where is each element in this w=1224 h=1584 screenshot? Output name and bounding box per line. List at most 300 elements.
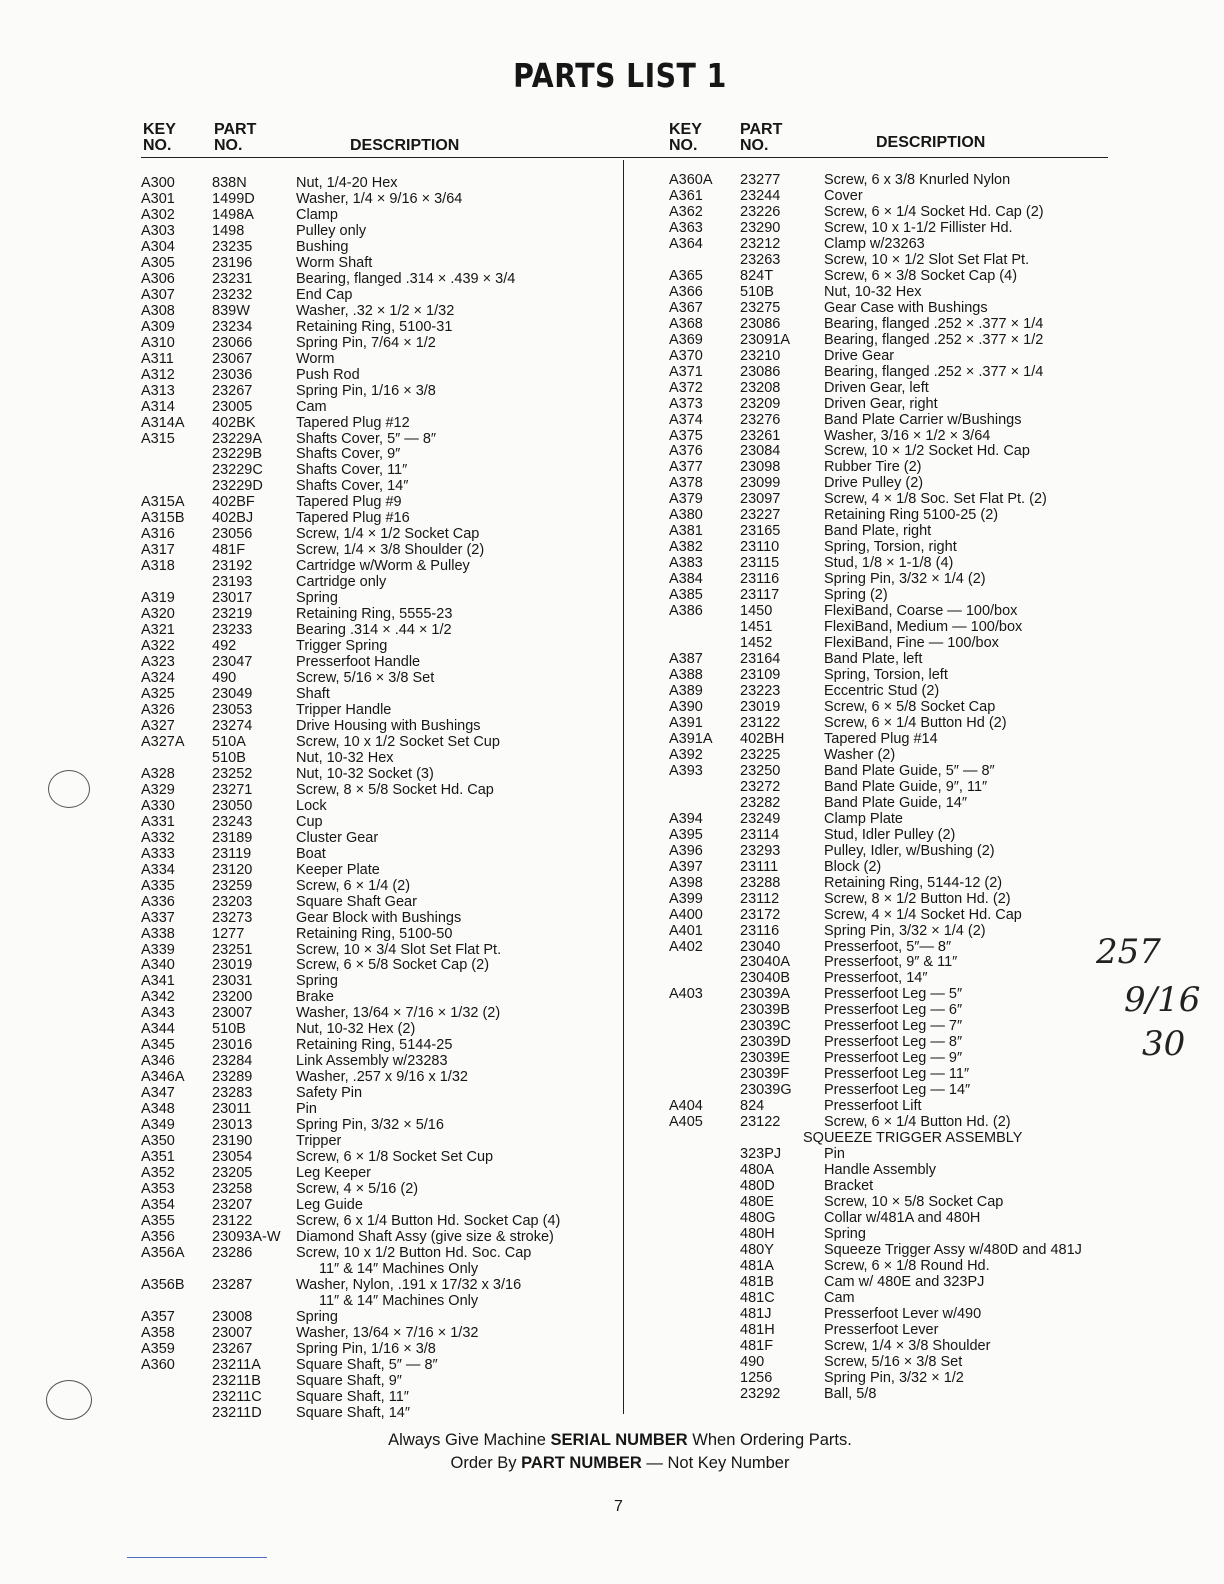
key-no-cell: A396 xyxy=(669,842,703,859)
key-no-cell: A338 xyxy=(141,925,175,942)
key-no-cell: A364 xyxy=(669,235,703,252)
key-no-cell: A351 xyxy=(141,1149,175,1166)
description-cell: Square Shaft, 11″ xyxy=(296,1388,409,1405)
table-row xyxy=(669,891,1109,907)
description-cell: Washer, 3/16 × 1/2 × 3/64 xyxy=(824,427,991,444)
description-cell: Cartridge w/Worm & Pulley xyxy=(296,558,470,575)
key-no-cell: A308 xyxy=(141,302,175,319)
description-cell: Washer, .257 x 9/16 x 1/32 xyxy=(296,1069,468,1086)
table-row xyxy=(669,1018,1109,1034)
key-no-cell: A329 xyxy=(141,781,175,798)
key-no-cell: A374 xyxy=(669,411,703,428)
part-no-cell: 23119 xyxy=(212,845,252,862)
description-cell: Leg Guide xyxy=(296,1197,363,1213)
key-no-cell: A320 xyxy=(141,606,175,623)
table-row xyxy=(669,731,1109,747)
description-cell: Screw, 10 x 1-1/2 Fillister Hd. xyxy=(824,219,1013,236)
table-row xyxy=(141,782,623,798)
description-cell: Screw, 1/4 × 1/2 Socket Cap xyxy=(296,526,480,543)
table-row xyxy=(669,252,1109,268)
key-no-cell: A360A xyxy=(669,172,713,188)
part-no-cell: 402BK xyxy=(212,414,256,431)
part-no-cell: 23097 xyxy=(740,491,781,508)
part-no-cell: 23259 xyxy=(212,877,253,894)
part-no-cell: 23267 xyxy=(212,1340,253,1357)
part-no-cell: 481J xyxy=(740,1305,772,1322)
key-no-cell: A356A xyxy=(141,1244,185,1261)
part-no-cell: 23115 xyxy=(740,555,780,572)
key-no-cell: A352 xyxy=(141,1165,175,1182)
table-row xyxy=(141,399,623,415)
table-row xyxy=(669,1258,1109,1274)
table-row xyxy=(669,635,1109,651)
key-no-cell: A304 xyxy=(141,238,175,255)
table-row xyxy=(669,1338,1109,1354)
description-cell: Clamp w/23263 xyxy=(824,235,925,252)
description-cell: Screw, 4 × 5/16 (2) xyxy=(296,1181,419,1198)
table-row xyxy=(141,1341,623,1357)
key-no-cell: A376 xyxy=(669,443,703,460)
description-cell: Presserfoot, 9″ & 11″ xyxy=(824,954,958,971)
part-no-cell: 23287 xyxy=(212,1276,253,1293)
part-no-cell: 23172 xyxy=(740,906,781,923)
description-cell: Screw, 8 × 1/2 Button Hd. (2) xyxy=(824,890,1011,907)
part-no-cell: 23039D xyxy=(740,1034,791,1051)
description-cell: Bushing xyxy=(296,238,349,255)
description-cell: Leg Keeper xyxy=(296,1165,371,1182)
table-row xyxy=(669,188,1109,204)
table-row xyxy=(669,811,1109,827)
header-rule xyxy=(141,157,1108,158)
description-cell: Tripper Handle xyxy=(296,701,392,718)
key-no-cell: A313 xyxy=(141,382,175,399)
description-cell: Bearing .314 × .44 × 1/2 xyxy=(296,622,452,639)
key-no-cell: A310 xyxy=(141,334,175,351)
part-no-cell: 481F xyxy=(212,542,246,559)
part-no-cell: 23219 xyxy=(212,606,253,623)
table-row xyxy=(669,523,1109,539)
description-cell: Screw, 6 × 5/8 Socket Cap (2) xyxy=(296,957,490,974)
table-row xyxy=(669,603,1109,619)
part-no-cell: 23290 xyxy=(740,219,781,236)
description-cell: Spring (2) xyxy=(824,587,888,604)
table-row xyxy=(669,1354,1109,1370)
table-row xyxy=(669,1114,1109,1130)
table-row xyxy=(669,1210,1109,1226)
key-no-cell: A331 xyxy=(141,813,175,830)
table-row xyxy=(669,795,1109,811)
table-row xyxy=(669,284,1109,300)
footer-serial-note: Always Give Machine SERIAL NUMBER When Ordering Parts. xyxy=(388,1431,852,1449)
description-cell: Screw, 6 × 1/4 (2) xyxy=(296,877,411,894)
key-no-cell: A379 xyxy=(669,491,703,508)
description-cell: Cluster Gear xyxy=(296,829,379,846)
key-no-cell: A375 xyxy=(669,427,703,444)
description-cell: Screw, 1/4 × 3/8 Shoulder xyxy=(824,1337,991,1354)
handwritten-note-1: 257 xyxy=(1096,932,1161,972)
description-cell: Tapered Plug #16 xyxy=(296,510,410,527)
part-no-cell: 23031 xyxy=(212,973,253,990)
description-cell: Diamond Shaft Assy (give size & stroke) xyxy=(296,1228,554,1245)
description-cell: Nut, 10-32 Hex (2) xyxy=(296,1021,416,1038)
description-cell: Tapered Plug #9 xyxy=(296,494,402,511)
table-row xyxy=(141,1005,623,1021)
table-row xyxy=(669,763,1109,779)
part-no-cell: 23053 xyxy=(212,701,253,718)
description-cell: Washer, 13/64 × 7/16 × 1/32 xyxy=(296,1324,479,1341)
table-row xyxy=(141,1197,623,1213)
part-no-cell: 23251 xyxy=(212,941,253,958)
description-cell: Band Plate Guide, 5″ — 8″ xyxy=(824,762,995,779)
key-no-cell: A366 xyxy=(669,283,703,300)
part-no-cell: 23203 xyxy=(212,893,253,910)
description-cell: Retaining Ring, 5100-31 xyxy=(296,318,453,335)
page-title: PARTS LIST 1 xyxy=(513,56,727,95)
table-row xyxy=(141,1389,623,1405)
description-cell: Cartridge only xyxy=(296,574,387,591)
description-cell: Keeper Plate xyxy=(296,861,380,878)
key-no-cell: A370 xyxy=(669,347,703,364)
table-row xyxy=(141,526,623,542)
table-row xyxy=(669,651,1109,667)
description-cell: Washer, Nylon, .191 x 17/32 x 3/16 xyxy=(296,1276,522,1293)
description-cell: Spring Pin, 7/64 × 1/2 xyxy=(296,334,436,351)
description-cell: Presserfoot Lever xyxy=(824,1321,939,1338)
part-no-cell: 23226 xyxy=(740,203,781,220)
description-cell: Square Shaft, 5″ — 8″ xyxy=(296,1356,438,1373)
part-no-cell: 23007 xyxy=(212,1324,253,1341)
part-no-cell: 402BH xyxy=(740,730,785,747)
description-header: DESCRIPTION xyxy=(876,134,986,151)
table-row xyxy=(669,843,1109,859)
part-no-cell: 480G xyxy=(740,1209,776,1226)
table-row xyxy=(141,1133,623,1149)
key-no-cell: A328 xyxy=(141,765,175,782)
description-cell: Link Assembly w/23283 xyxy=(296,1053,448,1070)
table-row xyxy=(669,507,1109,523)
key-no-cell: A346A xyxy=(141,1069,185,1086)
table-row xyxy=(669,380,1109,396)
part-no-cell: 23252 xyxy=(212,765,253,782)
key-no-cell: A389 xyxy=(669,683,703,699)
table-row xyxy=(669,954,1109,970)
description-cell: Screw, 10 x 1/2 Socket Set Cup xyxy=(296,733,500,750)
part-no-cell: 23282 xyxy=(740,794,781,811)
table-row xyxy=(669,491,1109,507)
table-row xyxy=(669,1034,1109,1050)
part-no-cell: 23056 xyxy=(212,526,253,543)
table-row xyxy=(669,699,1109,715)
table-row xyxy=(669,428,1109,444)
table-row xyxy=(141,1261,623,1277)
part-no-cell: 481H xyxy=(740,1321,775,1338)
table-row xyxy=(669,220,1109,236)
table-row xyxy=(669,1178,1109,1194)
table-row xyxy=(141,957,623,973)
table-row xyxy=(141,431,623,447)
description-cell: Cover xyxy=(824,187,863,204)
key-no-cell: A325 xyxy=(141,686,175,702)
description-cell: Eccentric Stud (2) xyxy=(824,683,940,699)
key-no-cell: A404 xyxy=(669,1098,703,1115)
part-no-cell: 23008 xyxy=(212,1308,253,1325)
key-no-cell: A337 xyxy=(141,909,175,926)
description-cell: Washer, 13/64 × 7/16 × 1/32 (2) xyxy=(296,1005,501,1022)
table-row xyxy=(669,1226,1109,1242)
part-no-cell: 23007 xyxy=(212,1005,253,1022)
table-row xyxy=(141,351,623,367)
key-no-cell: A385 xyxy=(669,587,703,604)
table-row xyxy=(141,287,623,303)
table-row xyxy=(669,539,1109,555)
table-row xyxy=(141,1213,623,1229)
description-cell: End Cap xyxy=(296,286,353,303)
table-row xyxy=(669,779,1109,795)
part-no-cell: 1499D xyxy=(212,190,255,207)
key-no-cell: A314 xyxy=(141,398,175,415)
key-no-cell: A307 xyxy=(141,286,175,303)
key-no-cell: A335 xyxy=(141,877,175,894)
description-cell: Pin xyxy=(824,1146,845,1163)
table-row xyxy=(141,1325,623,1341)
description-cell: Spring Pin, 3/32 × 5/16 xyxy=(296,1117,444,1134)
key-no-cell: A387 xyxy=(669,651,703,668)
description-cell: Spring xyxy=(296,973,338,990)
table-row xyxy=(669,1290,1109,1306)
part-no-cell: 23039E xyxy=(740,1050,790,1067)
key-no-cell: A386 xyxy=(669,603,703,620)
table-header-right xyxy=(669,122,1109,158)
table-row xyxy=(141,1373,623,1389)
table-row xyxy=(141,207,623,223)
table-row xyxy=(141,878,623,894)
table-row xyxy=(141,1245,623,1261)
description-cell: Screw, 5/16 × 3/8 Set xyxy=(824,1353,963,1370)
key-no-cell: A300 xyxy=(141,175,175,191)
description-cell: Stud, 1/8 × 1-1/8 (4) xyxy=(824,555,954,572)
key-no-cell: A344 xyxy=(141,1021,175,1038)
description-cell: Bearing, flanged .314 × .439 × 3/4 xyxy=(296,270,516,287)
key-no-cell: A353 xyxy=(141,1181,175,1198)
table-row xyxy=(669,587,1109,603)
description-cell: Retaining Ring, 5144-12 (2) xyxy=(824,874,1003,891)
table-row xyxy=(141,1085,623,1101)
description-cell: Pin xyxy=(296,1101,317,1118)
part-no-cell: 1498 xyxy=(212,222,245,239)
part-no-cell: 402BF xyxy=(212,494,255,511)
part-no-cell: 23164 xyxy=(740,651,781,668)
part-no-cell: 23036 xyxy=(212,366,253,383)
table-row xyxy=(141,1277,623,1293)
key-no-cell: A368 xyxy=(669,315,703,332)
table-row xyxy=(669,827,1109,843)
table-row xyxy=(141,766,623,782)
key-no-cell: A340 xyxy=(141,957,175,974)
key-no-cell: A356B xyxy=(141,1276,185,1293)
description-cell: Bearing, flanged .252 × .377 × 1/4 xyxy=(824,363,1044,380)
part-no-cell: 839W xyxy=(212,302,250,319)
part-no-cell: 490 xyxy=(740,1353,765,1370)
part-no-cell: 23283 xyxy=(212,1085,253,1102)
description-cell: Spring Pin, 3/32 × 1/2 xyxy=(824,1369,964,1386)
key-no-cell: A303 xyxy=(141,222,175,239)
description-cell: Screw, 10 × 1/2 Socket Hd. Cap xyxy=(824,443,1030,460)
key-no-cell: A395 xyxy=(669,826,703,843)
part-no-cell: 23276 xyxy=(740,411,781,428)
table-row xyxy=(669,364,1109,380)
part-no-cell: 481B xyxy=(740,1273,774,1290)
key-no-header: KEY NO. xyxy=(143,121,176,154)
description-cell: Ball, 5/8 xyxy=(824,1385,877,1402)
description-cell: Nut, 10-32 Hex xyxy=(296,749,394,766)
part-no-cell: 23040A xyxy=(740,954,790,971)
description-cell: Screw, 6 × 1/4 Socket Hd. Cap (2) xyxy=(824,203,1044,220)
table-row xyxy=(141,319,623,335)
section-heading: SQUEEZE TRIGGER ASSEMBLY xyxy=(803,1130,1023,1147)
table-row xyxy=(669,619,1109,635)
part-no-cell: 23289 xyxy=(212,1069,253,1086)
key-no-cell: A365 xyxy=(669,267,703,284)
key-no-cell: A326 xyxy=(141,701,175,718)
part-no-cell: 480D xyxy=(740,1178,775,1195)
key-no-cell: A339 xyxy=(141,941,175,958)
part-no-cell: 23005 xyxy=(212,398,253,415)
table-row xyxy=(141,910,623,926)
description-cell: Spring, Torsion, right xyxy=(824,539,957,556)
table-row xyxy=(141,973,623,989)
part-no-cell: 23200 xyxy=(212,989,253,1006)
part-no-cell: 824 xyxy=(740,1098,765,1115)
description-cell: Washer, .32 × 1/2 × 1/32 xyxy=(296,302,455,319)
description-cell: Band Plate Guide, 9″, 11″ xyxy=(824,778,988,795)
key-no-cell: A405 xyxy=(669,1114,703,1131)
description-cell: Screw, 6 × 1/4 Button Hd. (2) xyxy=(824,1114,1011,1131)
part-no-cell: 23013 xyxy=(212,1117,253,1134)
part-no-cell: 23111 xyxy=(740,858,779,875)
table-row xyxy=(141,1037,623,1053)
part-no-cell: 23091A xyxy=(740,331,790,348)
description-cell: Nut, 1/4-20 Hex xyxy=(296,175,398,191)
key-no-cell: A393 xyxy=(669,762,703,779)
key-no-cell: A332 xyxy=(141,829,175,846)
description-cell: FlexiBand, Medium — 100/box xyxy=(824,619,1023,636)
part-no-cell: 23039F xyxy=(740,1066,790,1083)
table-row xyxy=(669,1242,1109,1258)
key-no-cell: A361 xyxy=(669,187,703,204)
table-row xyxy=(141,191,623,207)
part-no-cell: 23196 xyxy=(212,254,253,271)
table-row xyxy=(669,236,1109,252)
part-no-cell: 23165 xyxy=(740,523,781,540)
table-row xyxy=(141,814,623,830)
part-no-cell: 23193 xyxy=(212,574,253,591)
table-row xyxy=(141,654,623,670)
description-cell: Screw, 10 × 5/8 Socket Cap xyxy=(824,1194,1004,1210)
key-no-cell: A349 xyxy=(141,1117,175,1134)
description-cell: Block (2) xyxy=(824,858,882,875)
key-no-cell: A315B xyxy=(141,510,185,527)
key-no-cell: A334 xyxy=(141,861,175,878)
description-cell: Screw, 8 × 5/8 Socket Hd. Cap xyxy=(296,781,494,798)
part-no-cell: 480H xyxy=(740,1225,775,1242)
table-row xyxy=(141,335,623,351)
key-no-cell: A390 xyxy=(669,698,703,715)
part-no-cell: 23066 xyxy=(212,334,253,351)
part-no-cell: 23292 xyxy=(740,1385,781,1402)
key-no-cell: A378 xyxy=(669,475,703,492)
part-no-cell: 23229A xyxy=(212,430,262,447)
key-no-cell: A309 xyxy=(141,318,175,335)
table-row xyxy=(669,1066,1109,1082)
key-no-cell: A302 xyxy=(141,206,175,223)
part-no-cell: 1452 xyxy=(740,635,773,652)
description-cell: Shafts Cover, 11″ xyxy=(296,462,408,479)
description-cell: Bearing, flanged .252 × .377 × 1/2 xyxy=(824,331,1044,348)
key-no-cell: A384 xyxy=(669,571,703,588)
part-no-cell: 23250 xyxy=(740,762,781,779)
part-no-header: PART NO. xyxy=(214,121,257,154)
part-no-cell: 1277 xyxy=(212,925,245,942)
table-row xyxy=(669,747,1109,763)
key-no-cell: A316 xyxy=(141,526,175,543)
description-cell: Gear Case with Bushings xyxy=(824,299,988,316)
description-cell: Cam xyxy=(296,398,327,415)
key-no-cell: A350 xyxy=(141,1133,175,1150)
table-row xyxy=(141,1229,623,1245)
table-row xyxy=(669,1306,1109,1322)
key-no-cell: A391A xyxy=(669,730,713,747)
description-cell: Rubber Tire (2) xyxy=(824,459,922,476)
description-cell: Retaining Ring, 5144-25 xyxy=(296,1037,453,1054)
key-no-cell: A360 xyxy=(141,1356,175,1373)
description-cell: Presserfoot Leg — 8″ xyxy=(824,1034,963,1051)
table-row xyxy=(669,907,1109,923)
table-row xyxy=(141,415,623,431)
key-no-cell: A383 xyxy=(669,555,703,572)
part-no-cell: 23211D xyxy=(212,1404,262,1421)
description-cell: Worm xyxy=(296,350,335,367)
description-cell: Band Plate Carrier w/Bushings xyxy=(824,411,1022,428)
key-no-cell: A327 xyxy=(141,717,175,734)
footer-part-note: Order By PART NUMBER — Not Key Number xyxy=(450,1454,790,1472)
table-row xyxy=(669,316,1109,332)
part-no-cell: 510B xyxy=(212,1021,246,1038)
key-no-cell: A301 xyxy=(141,190,175,207)
description-cell: Nut, 10-32 Socket (3) xyxy=(296,765,434,782)
part-no-cell: 490 xyxy=(212,670,237,687)
key-no-cell: A402 xyxy=(669,938,703,955)
description-cell: Band Plate Guide, 14″ xyxy=(824,794,967,811)
table-header-left xyxy=(141,122,623,158)
part-no-cell: 23271 xyxy=(212,781,253,798)
description-cell: Presserfoot Lift xyxy=(824,1098,922,1115)
part-no-cell: 23190 xyxy=(212,1133,253,1150)
part-no-cell: 23120 xyxy=(212,861,253,878)
part-no-cell: 23109 xyxy=(740,667,781,684)
key-no-cell: A323 xyxy=(141,654,175,671)
table-row xyxy=(141,830,623,846)
key-no-cell: A342 xyxy=(141,989,175,1006)
table-row xyxy=(141,239,623,255)
table-row xyxy=(141,1293,623,1309)
punch-hole-mark xyxy=(48,770,90,808)
part-no-cell: 510B xyxy=(212,749,246,766)
description-cell: Spring, Torsion, left xyxy=(824,667,948,684)
table-row xyxy=(669,475,1109,491)
table-row xyxy=(141,1149,623,1165)
description-cell: Spring xyxy=(824,1225,866,1242)
key-no-cell: A312 xyxy=(141,366,175,383)
